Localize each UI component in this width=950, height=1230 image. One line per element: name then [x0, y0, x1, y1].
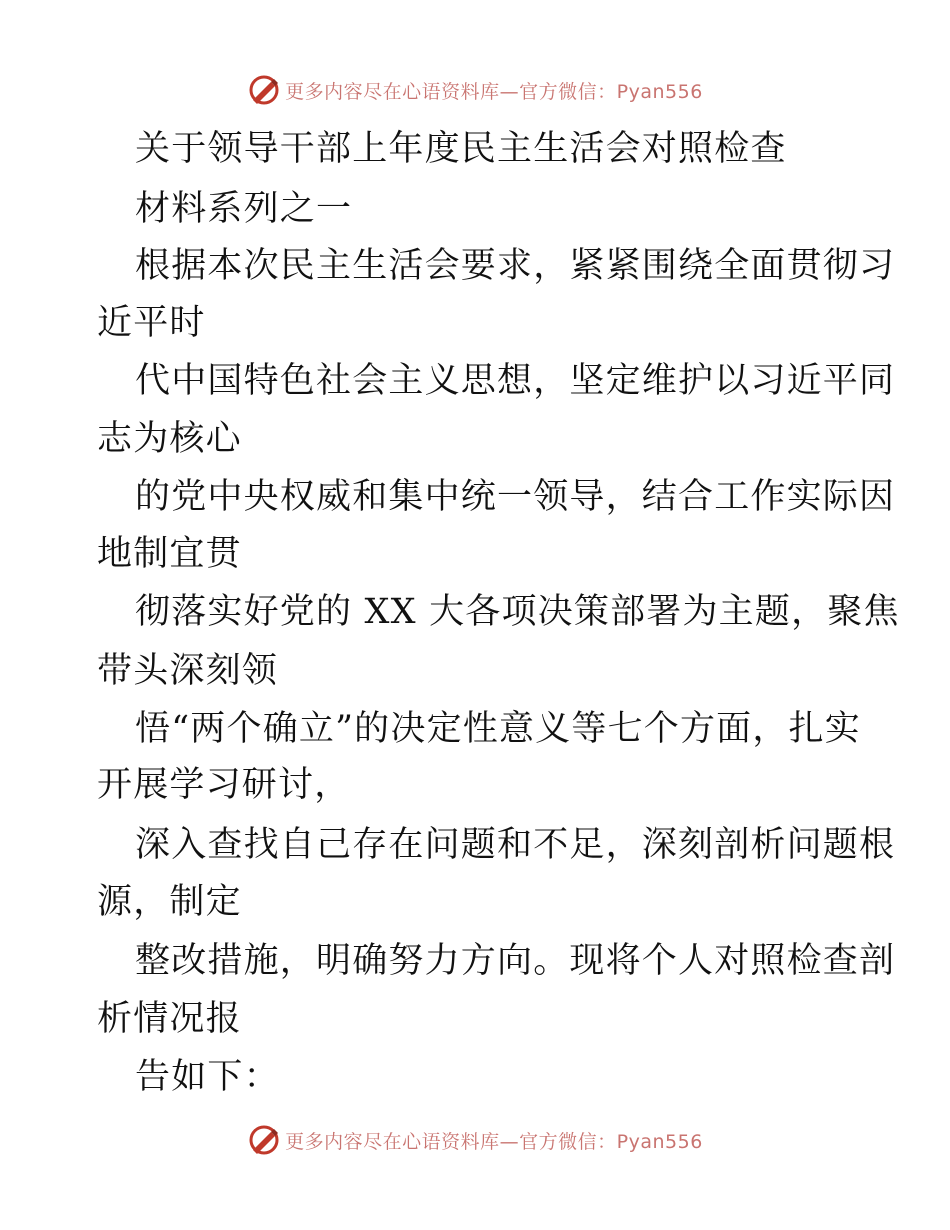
paragraph-line: 源，制定 [97, 882, 242, 922]
paragraph-line: 深入查找自己存在问题和不足，深刻剖析问题根 [135, 825, 896, 865]
header-banner-text: 更多内容尽在心语资料库—官方微信：Pyan556 [285, 80, 703, 103]
red-pen-circle-logo-icon [247, 1123, 281, 1157]
footer-banner-text: 更多内容尽在心语资料库—官方微信：Pyan556 [285, 1130, 703, 1153]
paragraph-line: 告如下： [135, 1057, 280, 1097]
paragraph-line: 析情况报 [97, 999, 242, 1039]
paragraph-line: 志为核心 [97, 419, 242, 459]
paragraph-line: 的党中央权威和集中统一领导，结合工作实际因 [135, 477, 896, 517]
paragraph-line: 近平时 [97, 303, 206, 343]
footer-banner [0, 1120, 950, 1160]
paragraph-line: 彻落实好党的 XX 大各项决策部署为主题，聚焦 [135, 592, 900, 632]
paragraph-line: 开展学习研讨， [97, 765, 351, 805]
paragraph-line: 带头深刻领 [97, 651, 279, 691]
red-pen-circle-logo-icon [247, 73, 281, 107]
header-banner [0, 70, 950, 110]
document-title-line-1: 关于领导干部上年度民主生活会对照检查 [135, 129, 787, 169]
document-title-line-2: 材料系列之一 [135, 189, 353, 229]
paragraph-line: 整改措施，明确努力方向。现将个人对照检查剖 [135, 941, 896, 981]
paragraph-line: 根据本次民主生活会要求，紧紧围绕全面贯彻习 [135, 246, 896, 286]
paragraph-line: 悟“两个确立”的决定性意义等七个方面，扎实 [135, 709, 861, 749]
paragraph-line: 地制宜贯 [97, 534, 242, 574]
paragraph-line: 代中国特色社会主义思想，坚定维护以习近平同 [135, 361, 896, 401]
